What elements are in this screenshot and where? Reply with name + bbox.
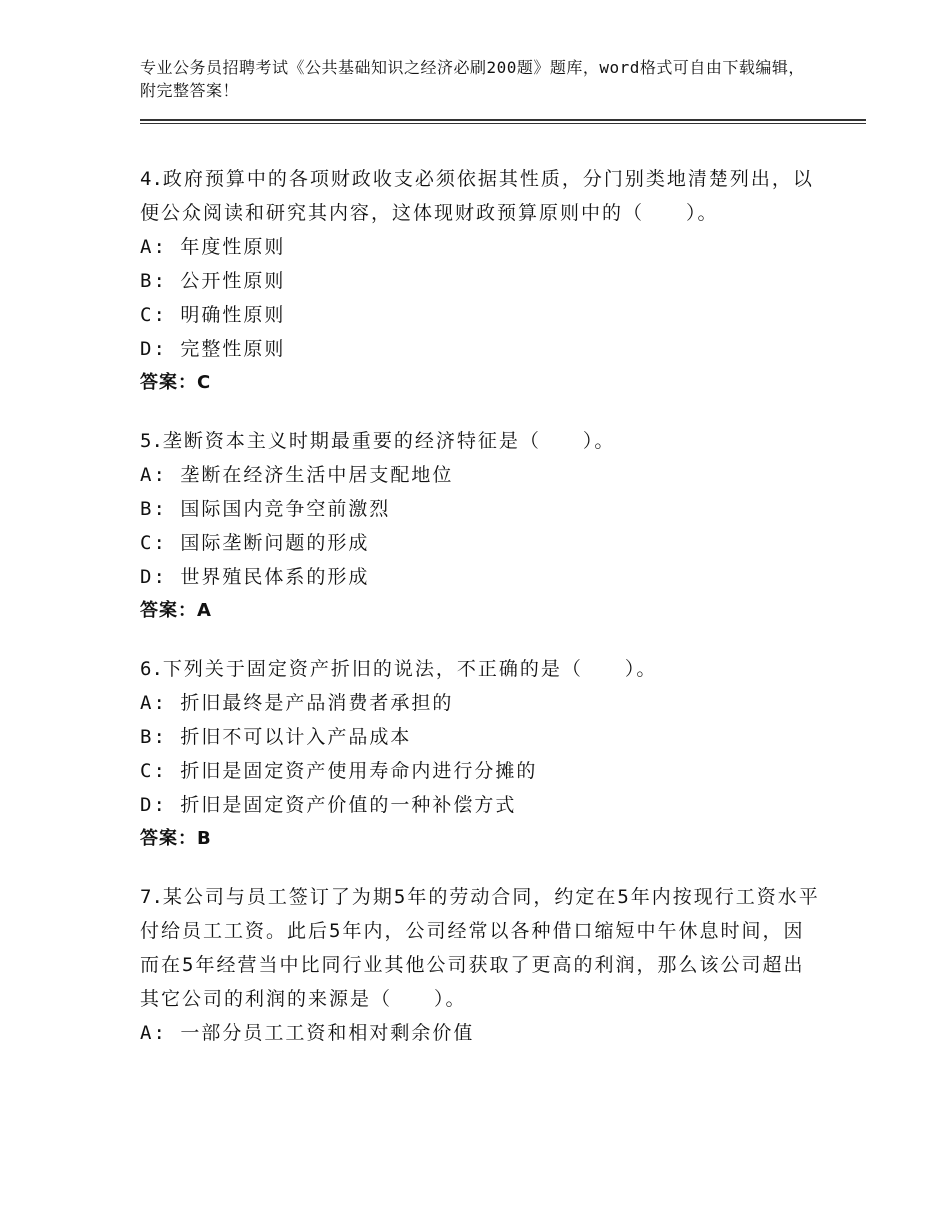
option-b xyxy=(140,492,820,526)
answer-line: 答案：C xyxy=(140,372,212,393)
option-c xyxy=(140,754,820,788)
question-5 xyxy=(140,424,820,628)
option-text: 国际国内竞争空前激烈 xyxy=(180,498,391,520)
option-c xyxy=(140,526,820,560)
option-text: 完整性原则 xyxy=(180,338,286,360)
option-d xyxy=(140,560,820,594)
question-stem xyxy=(140,880,820,1016)
header-divider-thick xyxy=(140,119,866,121)
answer-line: 答案：A xyxy=(140,600,212,621)
option-text: 世界殖民体系的形成 xyxy=(180,566,370,588)
option-label: D: xyxy=(140,794,167,816)
option-label: A: xyxy=(140,464,167,486)
question-list xyxy=(140,162,820,1074)
question-6 xyxy=(140,652,820,856)
option-label: C: xyxy=(140,532,167,554)
option-c xyxy=(140,298,820,332)
option-d xyxy=(140,788,820,822)
question-text: 垄断资本主义时期最重要的经济特征是（ ）。 xyxy=(162,430,616,452)
question-number: 5. xyxy=(140,430,163,452)
option-text: 国际垄断问题的形成 xyxy=(180,532,370,554)
option-label: C: xyxy=(140,760,167,782)
option-text: 折旧是固定资产价值的一种补偿方式 xyxy=(180,794,517,816)
option-b xyxy=(140,720,820,754)
option-label: A: xyxy=(140,1022,167,1044)
option-label: A: xyxy=(140,692,167,714)
document-header xyxy=(140,56,820,102)
question-number: 4. xyxy=(140,168,163,190)
answer-line: 答案：B xyxy=(140,828,212,849)
option-label: B: xyxy=(140,498,167,520)
option-text: 公开性原则 xyxy=(180,270,286,292)
option-b xyxy=(140,264,820,298)
question-text: 某公司与员工签订了为期5年的劳动合同，约定在5年内按现行工资水平付给员工工资。此后5年内，公司经常以各种借口缩短中午休息时间，因而在5年经营当中比同行业其他公司获取了更高的利润，那么该公司超出其它公司的利润的来源是（ ）。 xyxy=(140,886,820,1010)
option-text: 折旧是固定资产使用寿命内进行分摊的 xyxy=(180,760,538,782)
header-divider xyxy=(140,119,866,125)
option-a xyxy=(140,230,820,264)
option-label: D: xyxy=(140,566,167,588)
option-d xyxy=(140,332,820,366)
option-text: 垄断在经济生活中居支配地位 xyxy=(180,464,454,486)
option-label: B: xyxy=(140,726,167,748)
option-a xyxy=(140,1016,820,1050)
question-7 xyxy=(140,880,820,1050)
option-a xyxy=(140,686,820,720)
header-divider-thin xyxy=(140,123,866,124)
option-label: A: xyxy=(140,236,167,258)
question-text: 政府预算中的各项财政收支必须依据其性质，分门别类地清楚列出，以便公众阅读和研究其内容，这体现财政预算原则中的（ ）。 xyxy=(140,168,814,224)
question-number: 7. xyxy=(140,886,163,908)
option-text: 折旧最终是产品消费者承担的 xyxy=(180,692,454,714)
option-a xyxy=(140,458,820,492)
option-text: 一部分员工工资和相对剩余价值 xyxy=(180,1022,475,1044)
question-stem xyxy=(140,424,820,458)
question-text: 下列关于固定资产折旧的说法，不正确的是（ ）。 xyxy=(162,658,658,680)
option-label: B: xyxy=(140,270,167,292)
question-4 xyxy=(140,162,820,400)
option-label: D: xyxy=(140,338,167,360)
question-stem xyxy=(140,652,820,686)
question-stem xyxy=(140,162,820,230)
question-number: 6. xyxy=(140,658,163,680)
option-text: 明确性原则 xyxy=(180,304,286,326)
option-text: 年度性原则 xyxy=(180,236,286,258)
option-label: C: xyxy=(140,304,167,326)
header-text: 专业公务员招聘考试《公共基础知识之经济必刷200题》题库，word格式可自由下载编辑，附完整答案！ xyxy=(140,58,805,100)
option-text: 折旧不可以计入产品成本 xyxy=(180,726,412,748)
